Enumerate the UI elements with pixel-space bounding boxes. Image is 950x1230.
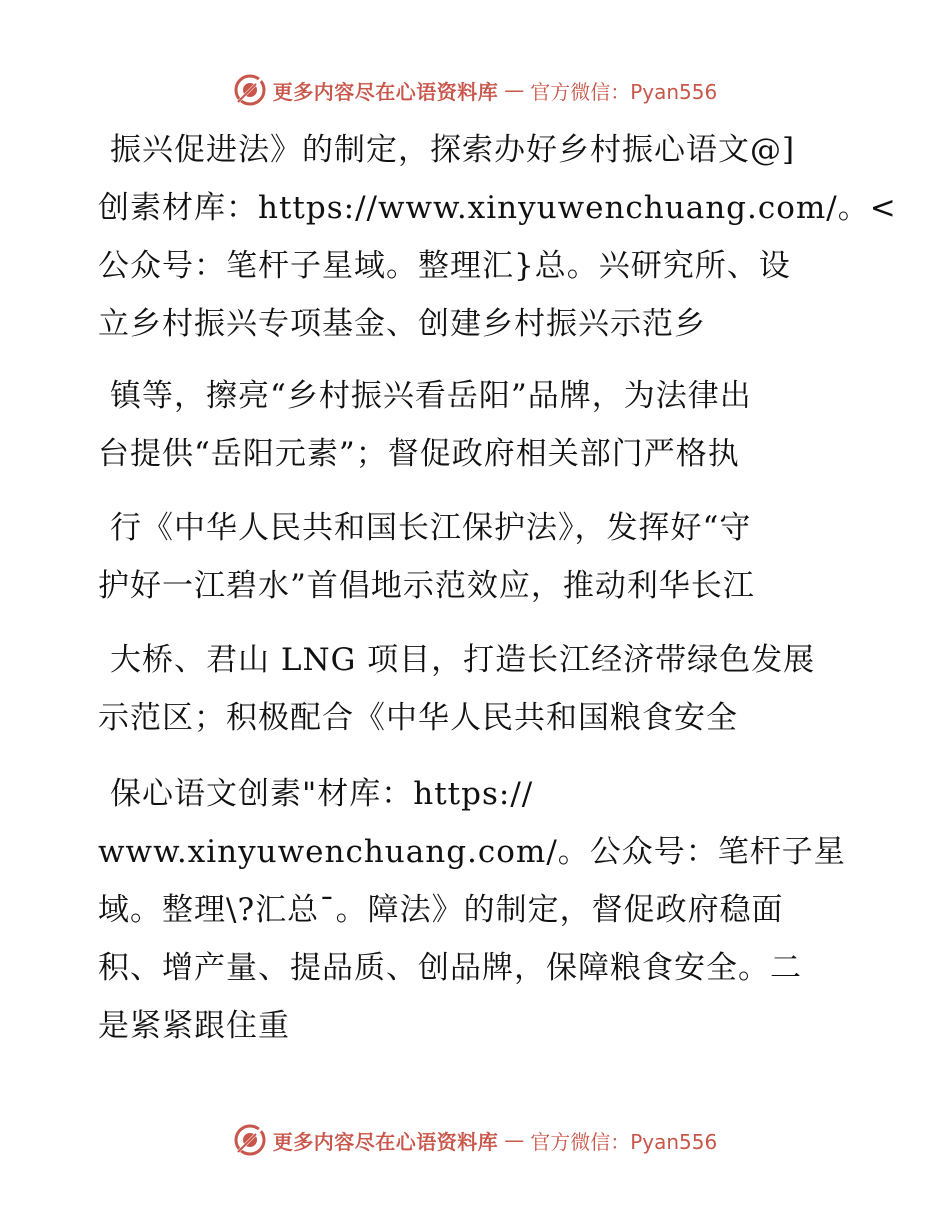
- text-line: 镇等，擦亮“乡村振兴看岳阳”品牌，为法律出: [110, 378, 752, 414]
- header-banner: [0, 70, 950, 110]
- text-line: www.xinyuwenchuang.com/。公众号：笔杆子星: [98, 834, 846, 870]
- text-line: 公众号：笔杆子星域。整理汇}总。兴研究所、设: [98, 248, 791, 284]
- text-line: 振兴促进法》的制定，探索办好乡村振心语文@]: [110, 132, 796, 168]
- banner-dash: —: [504, 1128, 525, 1152]
- text-line: 大桥、君山 LNG 项目，打造长江经济带绿色发展: [110, 642, 816, 678]
- text-line: 示范区；积极配合《中华人民共和国粮食安全: [98, 700, 738, 736]
- banner-sub-text: 官方微信：Pyan556: [530, 1129, 718, 1154]
- text-line: 护好一江碧水”首倡地示范效应，推动利华长江: [98, 568, 755, 604]
- text-line: 行《中华人民共和国长江保护法》，发挥好“守: [110, 510, 752, 546]
- logo-icon: [233, 1123, 267, 1157]
- banner-sub-text: 官方微信：Pyan556: [530, 79, 718, 104]
- text-line: 是紧紧跟住重: [98, 1008, 290, 1044]
- banner-main-text: 更多内容尽在心语资料库: [272, 79, 499, 104]
- logo-icon: [233, 73, 267, 107]
- banner-dash: —: [504, 78, 525, 102]
- text-line: 保心语文创素"材库：https://: [110, 776, 534, 812]
- banner-main-text: 更多内容尽在心语资料库: [272, 1129, 499, 1154]
- text-line: 台提供“岳阳元素”；督促政府相关部门严格执: [98, 436, 740, 472]
- footer-banner: [0, 1120, 950, 1160]
- text-line: 积、增产量、提品质、创品牌，保障粮食安全。二: [98, 950, 802, 986]
- text-line: 创素材库：https://www.xinyuwenchuang.com/。<: [98, 190, 897, 226]
- text-line: 立乡村振兴专项基金、创建乡村振兴示范乡: [98, 306, 706, 342]
- text-line: 域。整理\?汇总¯。障法》的制定，督促政府稳面: [98, 892, 784, 928]
